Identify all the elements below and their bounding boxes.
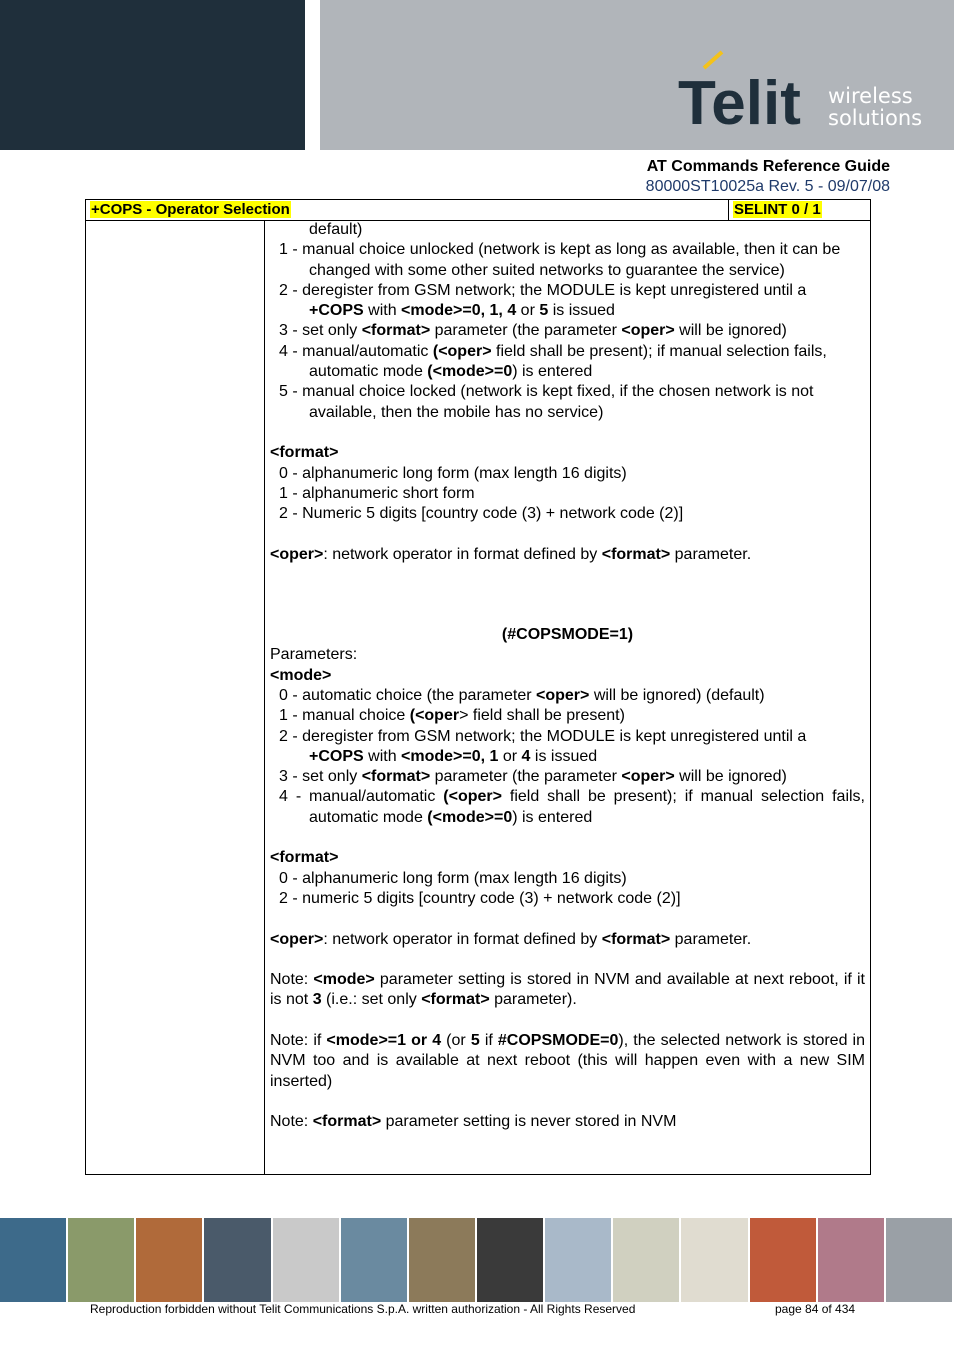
- b-format-2-item: 2 - numeric 5 digits [country code (3) + network code (2)]: [279, 889, 681, 907]
- text-span: fails, automatic mode: [309, 788, 865, 826]
- header-dark-panel: [0, 0, 305, 150]
- text-span: 2 - deregister from GSM network; the MODULE is kept unregistered until a: [279, 727, 807, 745]
- footer-photo-tile: [409, 1218, 475, 1302]
- text-span: <format>: [312, 1113, 382, 1131]
- mode-1-item: [270, 240, 865, 281]
- text-span: (<mode>=0: [427, 808, 513, 826]
- text-span: 3 - set only: [279, 768, 362, 786]
- footer-photo-strip: [0, 1218, 954, 1302]
- text-span: 3: [312, 991, 322, 1009]
- text-span: if: [479, 1031, 498, 1049]
- footer-photo-tile: [204, 1218, 270, 1302]
- text-span: <oper>: [621, 322, 675, 340]
- spacer: [270, 1011, 865, 1031]
- text-span: <mode>: [313, 971, 375, 989]
- doc-subtitle: 80000ST10025a Rev. 5 - 09/07/08: [645, 178, 890, 195]
- selint-badge: SELINT 0 / 1: [734, 201, 821, 218]
- text-span: parameter).: [489, 991, 577, 1009]
- text-span: <mode>=0, 1: [401, 747, 499, 765]
- text-span: parameter setting is stored in NVM and available at next reboot, if it is not: [270, 971, 865, 1009]
- text-span: fails, automatic mode: [309, 342, 827, 381]
- text-span: field shall be present); if manual selection: [501, 788, 825, 806]
- spacer: [270, 828, 865, 848]
- text-span: 4 - manual/automatic: [279, 342, 433, 360]
- text-span: parameter (the parameter: [430, 768, 622, 786]
- b-mode-3-item: [270, 767, 865, 787]
- note-3: [270, 1112, 865, 1132]
- footer-photo-tile: [0, 1218, 66, 1302]
- text-span: +COPS: [309, 747, 364, 765]
- command-table-header: [85, 199, 871, 221]
- format-0-item: 0 - alphanumeric long form (max length 16 digits): [279, 464, 627, 482]
- text-span: <format>: [270, 849, 339, 867]
- text-span: not available, then the mobile has no service): [309, 383, 814, 421]
- note-1: [270, 970, 865, 1011]
- logo-wordmark: Telit: [678, 69, 801, 134]
- text-span: 1 - manual choice: [279, 707, 410, 725]
- text-span: Note:: [270, 971, 314, 989]
- b-oper-definition: [270, 930, 865, 950]
- spacer: [270, 524, 865, 544]
- format-1-item: 1 - alphanumeric short form: [279, 484, 475, 502]
- text-span: field shall be present); if manual selection: [491, 342, 790, 360]
- text-span: <oper>: [270, 930, 324, 948]
- text-span: <format>: [270, 444, 339, 462]
- text-span: will be ignored) (default): [589, 686, 765, 704]
- footer-photo-tile: [273, 1218, 339, 1302]
- text-line: default): [309, 221, 363, 238]
- b-mode-2-item: [270, 727, 865, 768]
- footer-photo-tile: [136, 1218, 202, 1302]
- command-description: [270, 220, 865, 1132]
- text-span: ) is entered: [512, 363, 593, 381]
- text-span: Note: if: [270, 1031, 327, 1049]
- footer-copyright: Reproduction forbidden without Telit Communications S.p.A. written authorization - All Rights Reserved: [90, 1302, 636, 1316]
- spacer: [270, 565, 865, 625]
- text-span: with: [363, 747, 402, 765]
- text-span: <format>: [421, 991, 490, 1009]
- text-span: will be ignored): [674, 322, 787, 340]
- footer-photo-tile: [886, 1218, 952, 1302]
- page-number: page 84 of 434: [775, 1302, 856, 1316]
- text-span: with: [363, 302, 402, 320]
- text-span: <oper>: [270, 545, 324, 563]
- text-span: #COPSMODE=0: [497, 1031, 619, 1049]
- parameters-label: Parameters:: [270, 646, 358, 664]
- mode-5-item: [270, 382, 865, 423]
- text-span: (<oper>: [443, 788, 502, 806]
- footer-photo-tile: [477, 1218, 543, 1302]
- mode-heading: [270, 666, 865, 686]
- text-span: (i.e.: set only: [321, 991, 422, 1009]
- footer-photo-tile: [613, 1218, 679, 1302]
- text-span: <format>: [601, 545, 671, 563]
- b-format-heading: [270, 848, 865, 868]
- text-span: is issued: [530, 747, 598, 765]
- footer-photo-tile: [341, 1218, 407, 1302]
- footer-photo-tile: [68, 1218, 134, 1302]
- text-span: <mode>=0, 1, 4: [401, 302, 517, 320]
- copsmode-heading: (#COPSMODE=1): [501, 626, 634, 644]
- text-span: 1 - manual choice unlocked (network is kept as long as available, then it: [279, 241, 788, 259]
- telit-logo: [676, 48, 936, 134]
- text-span: <oper>: [621, 768, 675, 786]
- spacer: [270, 1092, 865, 1112]
- text-span: or: [498, 747, 522, 765]
- text-span: (<oper: [409, 707, 460, 725]
- text-span: 2 - deregister from GSM network; the MODULE is kept unregistered until a: [279, 281, 807, 299]
- text-span: 4: [521, 747, 531, 765]
- text-span: ) is entered: [512, 808, 593, 826]
- text-span: (<oper>: [432, 342, 492, 360]
- text-span: parameter setting is never stored in NVM: [381, 1113, 677, 1131]
- text-span: or: [516, 302, 540, 320]
- spacer: [270, 909, 865, 929]
- text-span: 3 - set only: [279, 322, 362, 340]
- command-title: +COPS - Operator Selection: [91, 201, 290, 218]
- text-span: Note:: [270, 1113, 313, 1131]
- text-span: <oper>: [536, 686, 590, 704]
- format-heading: [270, 443, 865, 463]
- text-span: 5: [470, 1031, 480, 1049]
- doc-title: AT Commands Reference Guide: [646, 158, 890, 175]
- logo-tagline-2: solutions: [828, 106, 923, 130]
- text-span: is issued: [548, 302, 615, 320]
- text-span: > field shall be present): [459, 707, 625, 725]
- note-2: [270, 1031, 865, 1092]
- logo-tagline-1: wireless: [828, 84, 913, 108]
- text-span: : network operator in format defined by: [323, 545, 602, 563]
- mode-3-item: [270, 321, 865, 341]
- mode-2-item: [270, 281, 865, 322]
- text-span: <mode>=1 or 4: [326, 1031, 442, 1049]
- mode-4-item: [270, 342, 865, 383]
- b-mode-4-item: [270, 787, 865, 828]
- text-span: <format>: [361, 768, 431, 786]
- b-mode-1-item: [270, 706, 865, 726]
- spacer: [270, 423, 865, 443]
- oper-definition: [270, 545, 865, 565]
- text-span: <format>: [601, 930, 671, 948]
- b-format-0-item: 0 - alphanumeric long form (max length 16 digits): [279, 869, 627, 887]
- text-span: 5 - manual choice locked (network is kept fixed, if the chosen network is: [279, 383, 787, 401]
- text-span: 4 - manual/automatic: [279, 788, 444, 806]
- b-mode-0-item: [270, 686, 865, 706]
- text-span: +COPS: [309, 302, 364, 320]
- text-span: <format>: [361, 322, 431, 340]
- header-divider: [728, 200, 729, 220]
- column-divider: [264, 221, 265, 1174]
- text-span: parameter.: [670, 930, 752, 948]
- text-span: : network operator in format defined by: [323, 930, 602, 948]
- text-span: (or: [441, 1031, 471, 1049]
- format-2-item: 2 - Numeric 5 digits [country code (3) + network code (2)]: [279, 505, 684, 523]
- text-span: 0 - automatic choice (the parameter: [279, 686, 537, 704]
- footer-photo-tile: [681, 1218, 747, 1302]
- text-span: parameter (the parameter: [430, 322, 622, 340]
- text-span: <mode>: [270, 666, 332, 684]
- footer-photo-tile: [750, 1218, 816, 1302]
- text-span: can be changed with some other suited networks to guarantee the: [309, 241, 841, 279]
- text-span: 5: [539, 302, 549, 320]
- footer-photo-tile: [545, 1218, 611, 1302]
- text-span: parameter.: [670, 545, 752, 563]
- spacer: [270, 950, 865, 970]
- text-span: service): [728, 261, 785, 279]
- footer-photo-tile: [818, 1218, 884, 1302]
- text-span: (<mode>=0: [427, 363, 513, 381]
- text-span: ), the selected network is stored in NVM too and is available at next reboot (this will happen even with a new SIM inserted): [270, 1031, 866, 1090]
- text-span: will be ignored): [674, 768, 787, 786]
